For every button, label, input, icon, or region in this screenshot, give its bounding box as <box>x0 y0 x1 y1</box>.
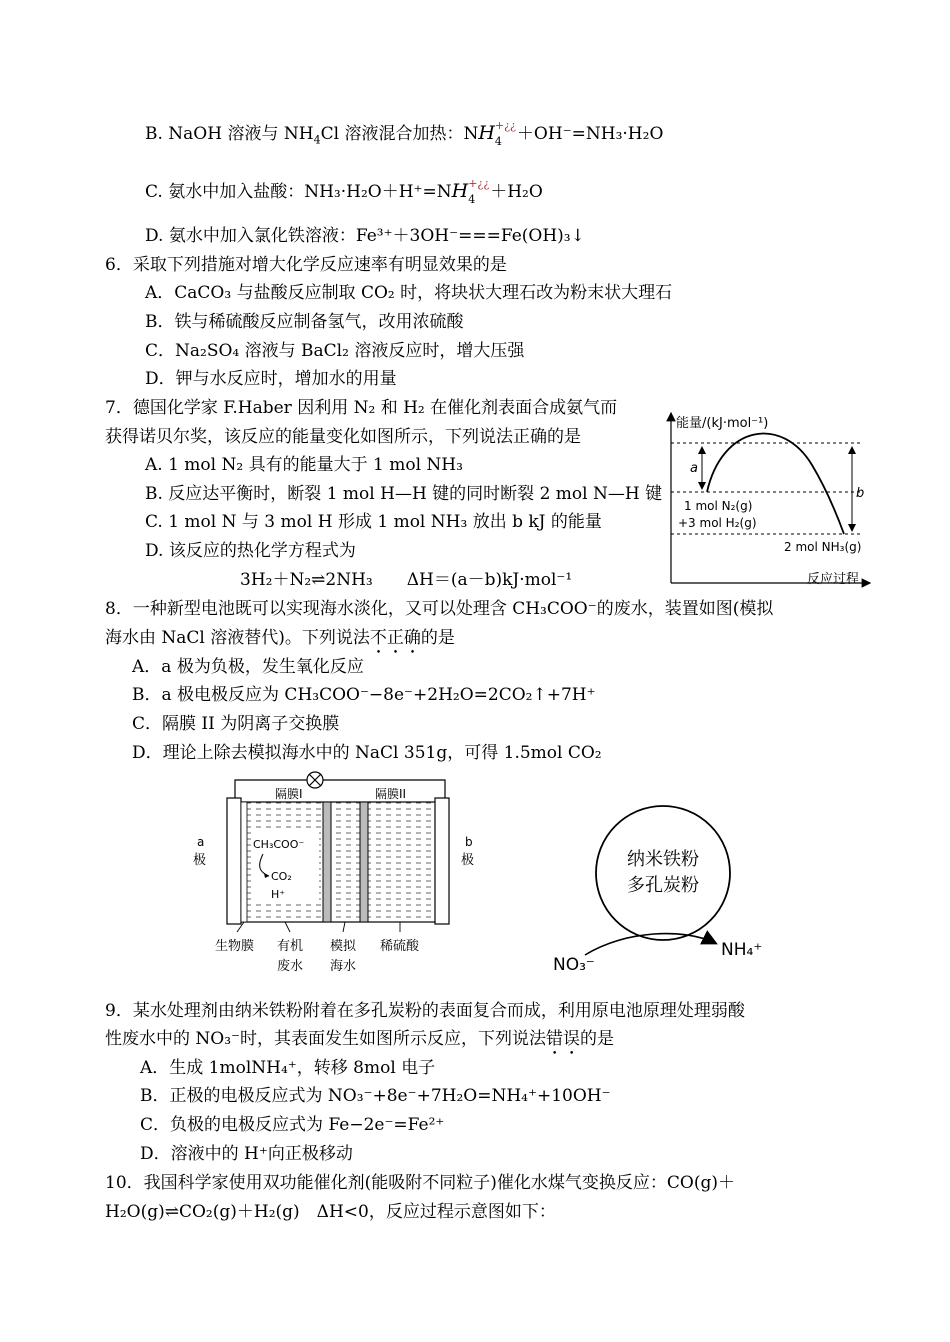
label-organic-2: 废水 <box>277 959 304 974</box>
q7-stem-2: 获得诺贝尔奖，该反应的能量变化如图所示，下列说法正确的是 <box>105 427 581 447</box>
q7-option-d: D. 该反应的热化学方程式为 <box>145 541 356 561</box>
reactant-label-1: 1 mol N₂(g) <box>684 499 753 513</box>
q6-option-b: B．铁与稀硫酸反应制备氢气，改用浓硫酸 <box>145 312 464 332</box>
energy-y-label: 能量/(kJ·mol⁻¹) <box>676 416 769 431</box>
q9-option-a: A．生成 1molNH₄⁺，转移 8mol 电子 <box>140 1058 436 1078</box>
circle-label-1: 纳米铁粉 <box>627 849 699 870</box>
q8-stem-1: 8．一种新型电池既可以实现海水淡化，又可以处理含 CH₃COO⁻的废水，装置如图(模拟 <box>105 599 774 619</box>
membrane-1 <box>323 802 331 922</box>
q7-option-c: C. 1 mol N 与 3 mol H 形成 1 mol NH₃ 放出 b kJ 的能量 <box>145 512 602 532</box>
species-h: H⁺ <box>271 888 286 901</box>
q6-stem: 6．采取下列措施对增大化学反应速率有明显效果的是 <box>105 255 507 275</box>
q7-option-b: B. 反应达平衡时，断裂 1 mol H—H 键的同时断裂 2 mol N—H 键 <box>145 484 663 504</box>
q5-option-d: D. 氨水中加入氯化铁溶液：Fe³⁺＋3OH⁻===Fe(OH)₃↓ <box>145 226 585 246</box>
nano-iron-figure <box>545 790 775 980</box>
q7-stem-1: 7．德国化学家 F.Haber 因利用 N₂ 和 H₂ 在催化剂表面合成氨气而 <box>105 398 618 418</box>
circle-label-2: 多孔炭粉 <box>627 875 699 896</box>
label-biofilm: 生物膜 <box>215 939 255 954</box>
label-organic-1: 有机 <box>277 939 304 954</box>
energy-diagram <box>662 405 877 590</box>
reactant-label-2: +3 mol H₂(g) <box>678 516 757 530</box>
product-label: 2 mol NH₃(g) <box>784 540 862 554</box>
q8-stem-2: 海水由 NaCl 溶液替代)。下列说法不正确的是 <box>105 628 455 648</box>
q8-option-a: A．a 极为负极，发生氧化反应 <box>132 657 364 677</box>
external-wire <box>235 780 445 800</box>
particle-circle <box>596 806 730 940</box>
q6-option-a: A．CaCO₃ 与盐酸反应制取 CO₂ 时，将块状大理石改为粉末状大理石 <box>145 283 673 303</box>
q7-equation: 3H₂＋N₂⇌2NH₃ ΔH＝(a－b)kJ·mol⁻¹ <box>240 570 573 590</box>
membrane-2 <box>360 802 368 922</box>
q9-stem-1: 9．某水处理剂由纳米铁粉附着在多孔炭粉的表面复合而成，利用原电池原理处理弱酸 <box>105 1001 745 1021</box>
nitrate-label: NO₃⁻ <box>553 955 595 975</box>
q9-option-b: B．正极的电极反应式为 NO₃⁻+8e⁻+7H₂O=NH₄⁺+10OH⁻ <box>140 1086 611 1106</box>
q10-stem-2: H₂O(g)⇌CO₂(g)＋H₂(g) ΔH<0，反应过程示意图如下： <box>105 1202 556 1222</box>
q5-option-b: B. NaOH 溶液与 $NH_4Cl$ 溶液混合加热：NH +¿¿ 4 ＋OH⁻=NH₃·H₂O <box>145 119 664 148</box>
label-b: b <box>856 486 865 501</box>
ammonium-label: NH₄⁺ <box>721 940 763 960</box>
species-ch3coo: CH₃COO⁻ <box>253 838 305 851</box>
q7-option-a: A. 1 mol N₂ 具有的能量大于 1 mol NH₃ <box>145 455 463 475</box>
q9-option-c: C．负极的电极反应式为 Fe−2e⁻=Fe²⁺ <box>140 1115 445 1135</box>
pole-a-label-2: 极 <box>193 853 207 868</box>
q9-stem-2: 性废水中的 NO₃⁻时，其表面发生如图所示反应，下列说法错误的是 <box>105 1029 615 1049</box>
electrode-b <box>435 798 449 924</box>
pole-a-label: a <box>197 835 205 849</box>
q10-stem-1: 10．我国科学家使用双功能催化剂(能吸附不同粒子)催化水煤气变换反应：CO(g)＋ <box>105 1173 735 1193</box>
q8-option-c: C．隔膜 II 为阴离子交换膜 <box>132 714 340 734</box>
energy-x-label: 反应过程 <box>807 572 860 587</box>
pole-b-label-2: 极 <box>461 853 475 868</box>
q8-option-b: B．a 极电极反应为 CH₃COO⁻−8e⁻+2H₂O=2CO₂↑+7H⁺ <box>132 685 596 705</box>
q8-option-d: D．理论上除去模拟海水中的 NaCl 351g，可得 1.5mol CO₂ <box>132 743 602 763</box>
battery-cell-figure <box>185 770 485 980</box>
label-acid: 稀硫酸 <box>380 939 420 954</box>
membrane-1-label: 隔膜I <box>275 787 303 801</box>
q9-option-d: D．溶液中的 H⁺向正极移动 <box>140 1144 353 1164</box>
q5-option-c: C. 氨水中加入盐酸：NH₃·H₂O＋H⁺=NH +¿¿ 4 ＋H₂O <box>145 177 543 206</box>
label-a: a <box>690 461 698 476</box>
biofilm-layer <box>241 802 247 922</box>
electrode-a <box>227 798 241 924</box>
q6-option-c: C．Na₂SO₄ 溶液与 BaCl₂ 溶液反应时，增大压强 <box>145 341 525 361</box>
emphasis-wrong: 错误 <box>546 1029 581 1049</box>
species-co2: CO₂ <box>271 870 292 883</box>
pole-b-label: b <box>465 835 473 849</box>
membrane-2-label: 隔膜II <box>375 787 407 801</box>
emphasis-not-correct: 不正确 <box>369 628 421 648</box>
q6-option-d: D．钾与水反应时，增加水的用量 <box>145 369 397 389</box>
label-seawater-2: 海水 <box>330 959 357 974</box>
label-seawater-1: 模拟 <box>330 939 357 954</box>
